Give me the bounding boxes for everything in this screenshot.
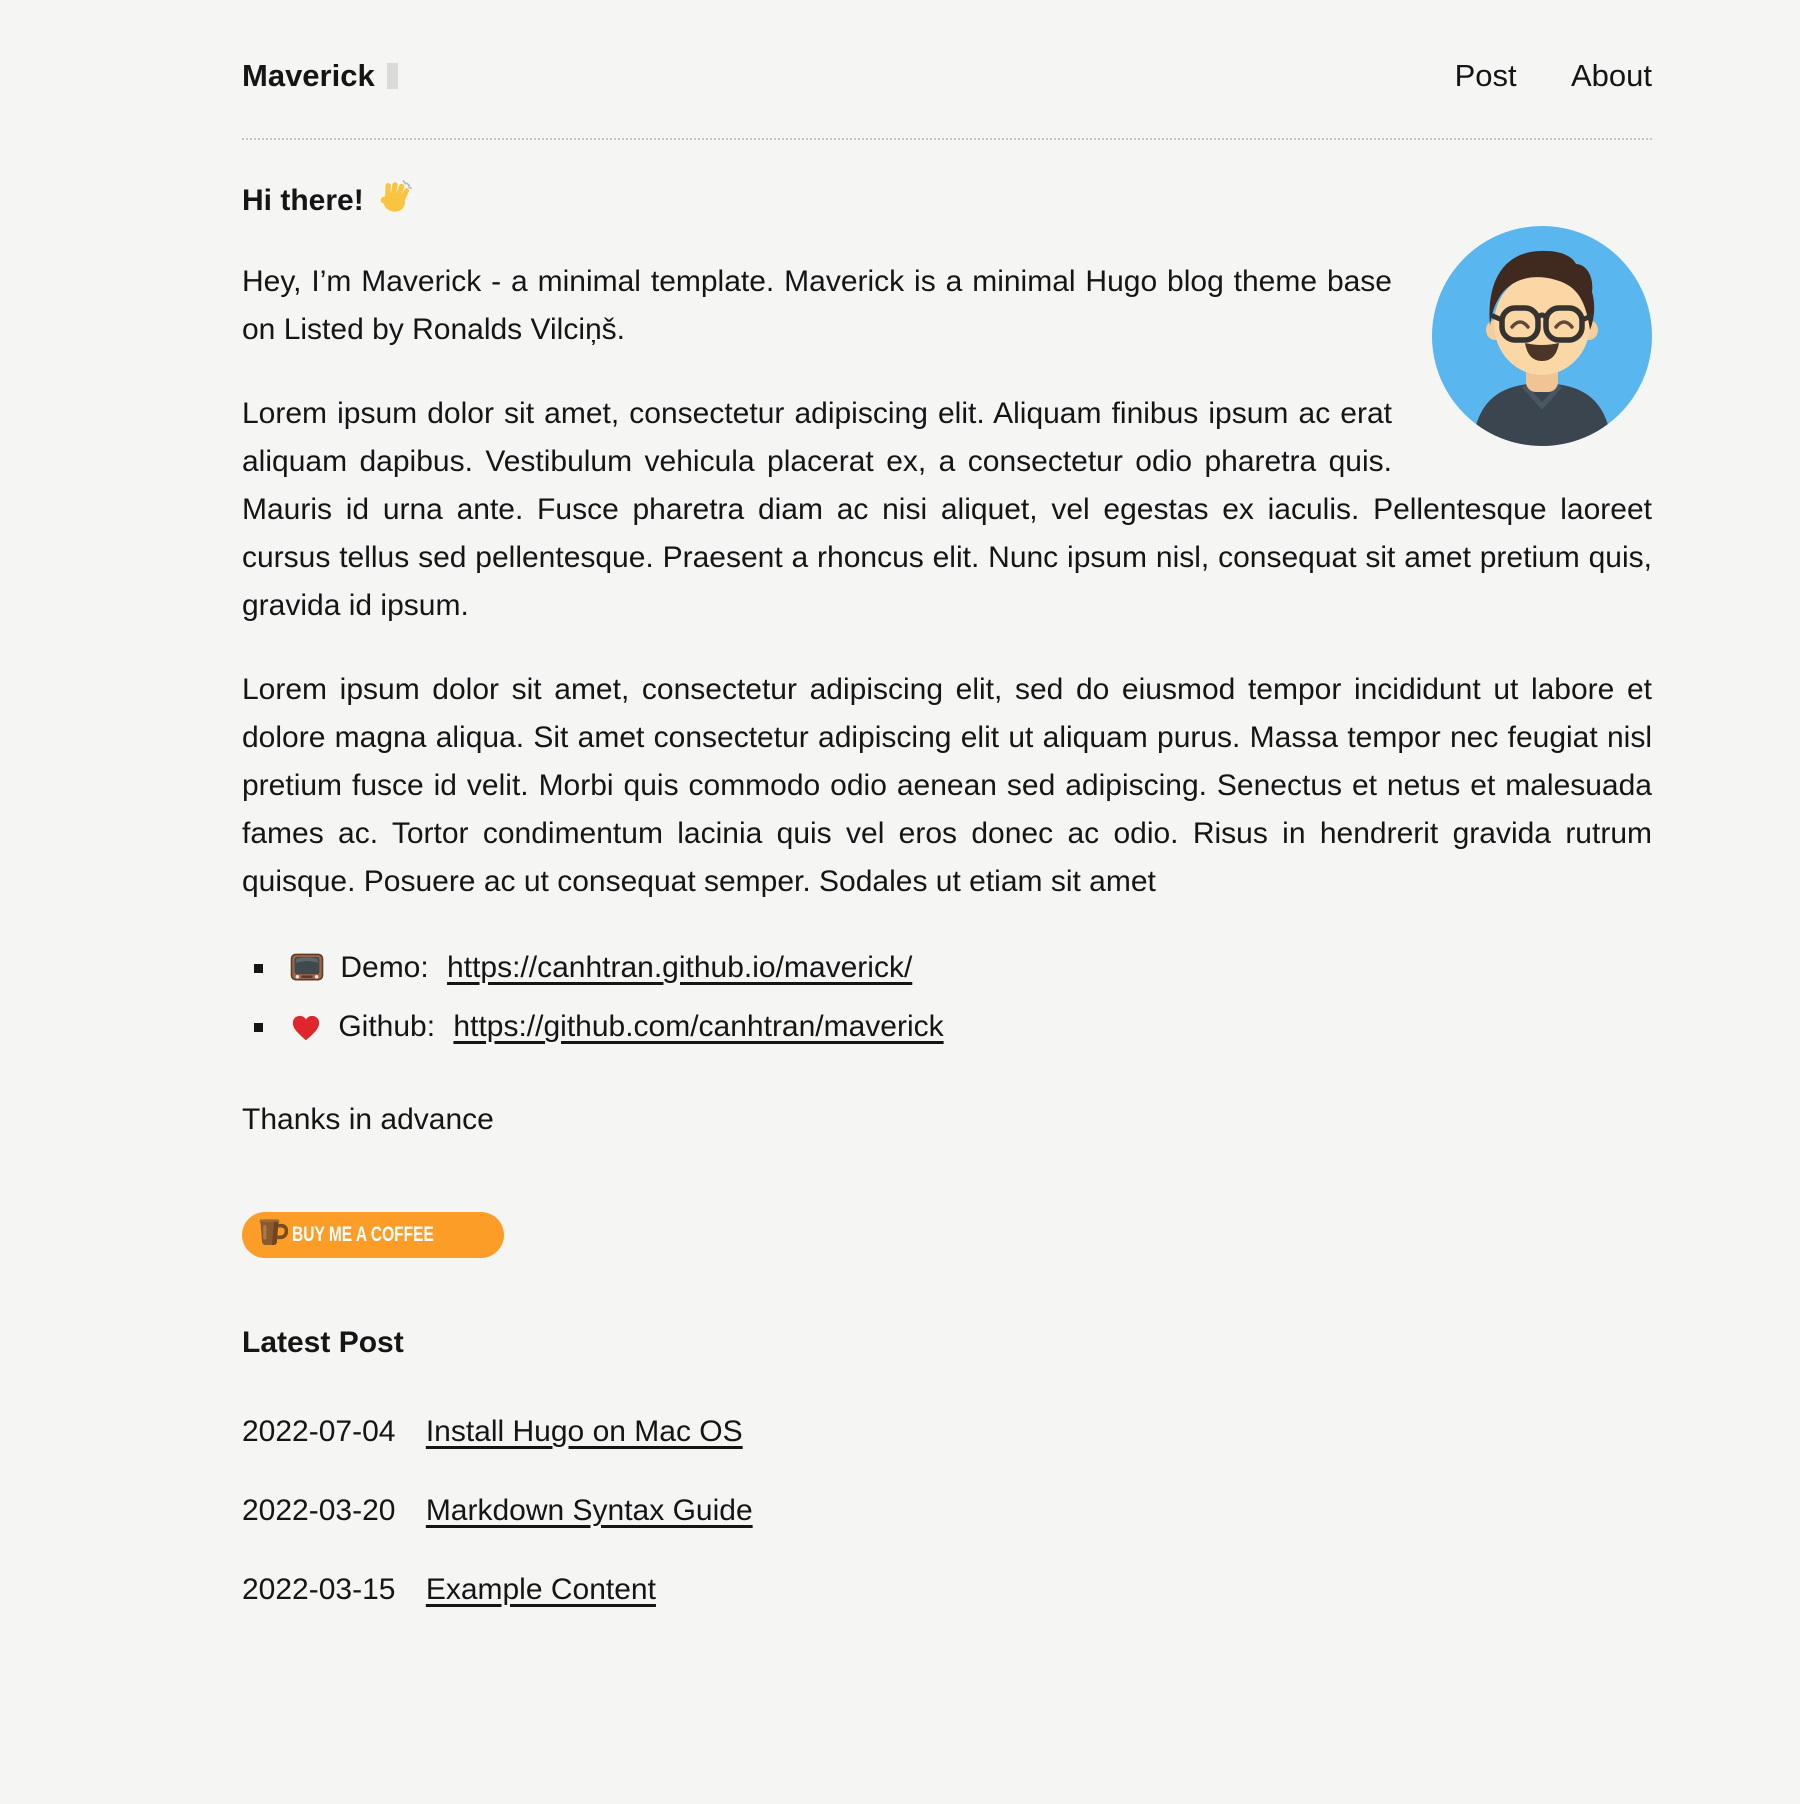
thanks-text: Thanks in advance xyxy=(242,1103,494,1136)
title-cursor xyxy=(387,63,398,89)
latest-post-heading-text: Latest Post xyxy=(242,1326,404,1359)
page-container xyxy=(242,0,1652,1614)
coffee-button-label: BUY ME A COFFEE xyxy=(292,1223,434,1246)
site-header xyxy=(242,0,1652,140)
nav-link-post[interactable]: Post xyxy=(1454,58,1517,93)
resource-label: Github: xyxy=(338,1010,436,1043)
intro-paragraph: Hey, I’m Maverick - a minimal template. Maverick is a minimal Hugo blog theme base on Listed by Ronalds Vilciņš. xyxy=(242,265,1392,346)
post-row xyxy=(242,1487,1652,1535)
post-link-markdown-syntax[interactable]: Markdown Syntax Guide xyxy=(425,1494,753,1527)
resource-label: Demo: xyxy=(340,951,429,984)
main-nav xyxy=(1409,58,1652,94)
post-link-install-hugo[interactable]: Install Hugo on Mac OS xyxy=(425,1415,743,1448)
coffee-mug-icon xyxy=(252,1213,288,1257)
main-content xyxy=(242,180,1652,1614)
github-link[interactable]: https://github.com/canhtran/maverick xyxy=(453,1010,944,1043)
post-date: 2022-03-20 xyxy=(242,1494,396,1527)
demo-link[interactable]: https://canhtran.github.io/maverick/ xyxy=(447,951,913,984)
list-item-demo xyxy=(254,942,1652,1001)
post-link-example-content[interactable]: Example Content xyxy=(425,1573,656,1606)
waving-hand-icon xyxy=(374,178,412,224)
avatar xyxy=(1432,226,1652,446)
list-item-github xyxy=(254,1001,1652,1060)
post-date: 2022-03-15 xyxy=(242,1573,396,1606)
red-heart-icon xyxy=(290,1008,322,1060)
tv-icon xyxy=(290,949,324,1001)
buy-me-a-coffee-button[interactable] xyxy=(242,1212,504,1258)
greeting-heading xyxy=(242,180,1652,222)
resource-list xyxy=(242,942,1652,1060)
post-row xyxy=(242,1566,1652,1614)
post-row xyxy=(242,1408,1652,1456)
site-title xyxy=(242,58,398,94)
lorem-paragraph-1: Lorem ipsum dolor sit amet, consectetur adipiscing elit. Aliquam finibus ipsum ac erat aliquam dapibus. Vestibulum vehicula placerat ex, a consectetur odio pharetra quis. Mauris id urna ante. Fusce pharetra diam ac nisi aliquet, vel egestas ex iaculis. Pellentesque laoreet cursus tellus sed pellentesque. Praesent a rhoncus elit. Nunc ipsum nisl, consequat sit amet pretium quis, gravida id ipsum. xyxy=(242,397,1652,622)
latest-post-heading xyxy=(242,1322,1652,1364)
post-date: 2022-07-04 xyxy=(242,1415,396,1448)
site-title-text: Maverick xyxy=(242,58,375,93)
nav-link-about[interactable]: About xyxy=(1570,58,1652,93)
lorem-paragraph-2: Lorem ipsum dolor sit amet, consectetur adipiscing elit, sed do eiusmod tempor incididunt ut labore et dolore magna aliqua. Sit amet consectetur adipiscing elit ut aliquam purus. Massa tempor nec feugiat nisl pretium fusce id velit. Morbi quis commodo odio aenean sed adipiscing. Senectus et netus et malesuada fames ac. Tortor condimentum lacinia quis vel eros donec ac odio. Risus in hendrerit gravida rutrum quisque. Posuere ac ut consequat semper. Sodales ut etiam sit amet xyxy=(242,673,1652,898)
greeting-text: Hi there! xyxy=(242,184,364,217)
